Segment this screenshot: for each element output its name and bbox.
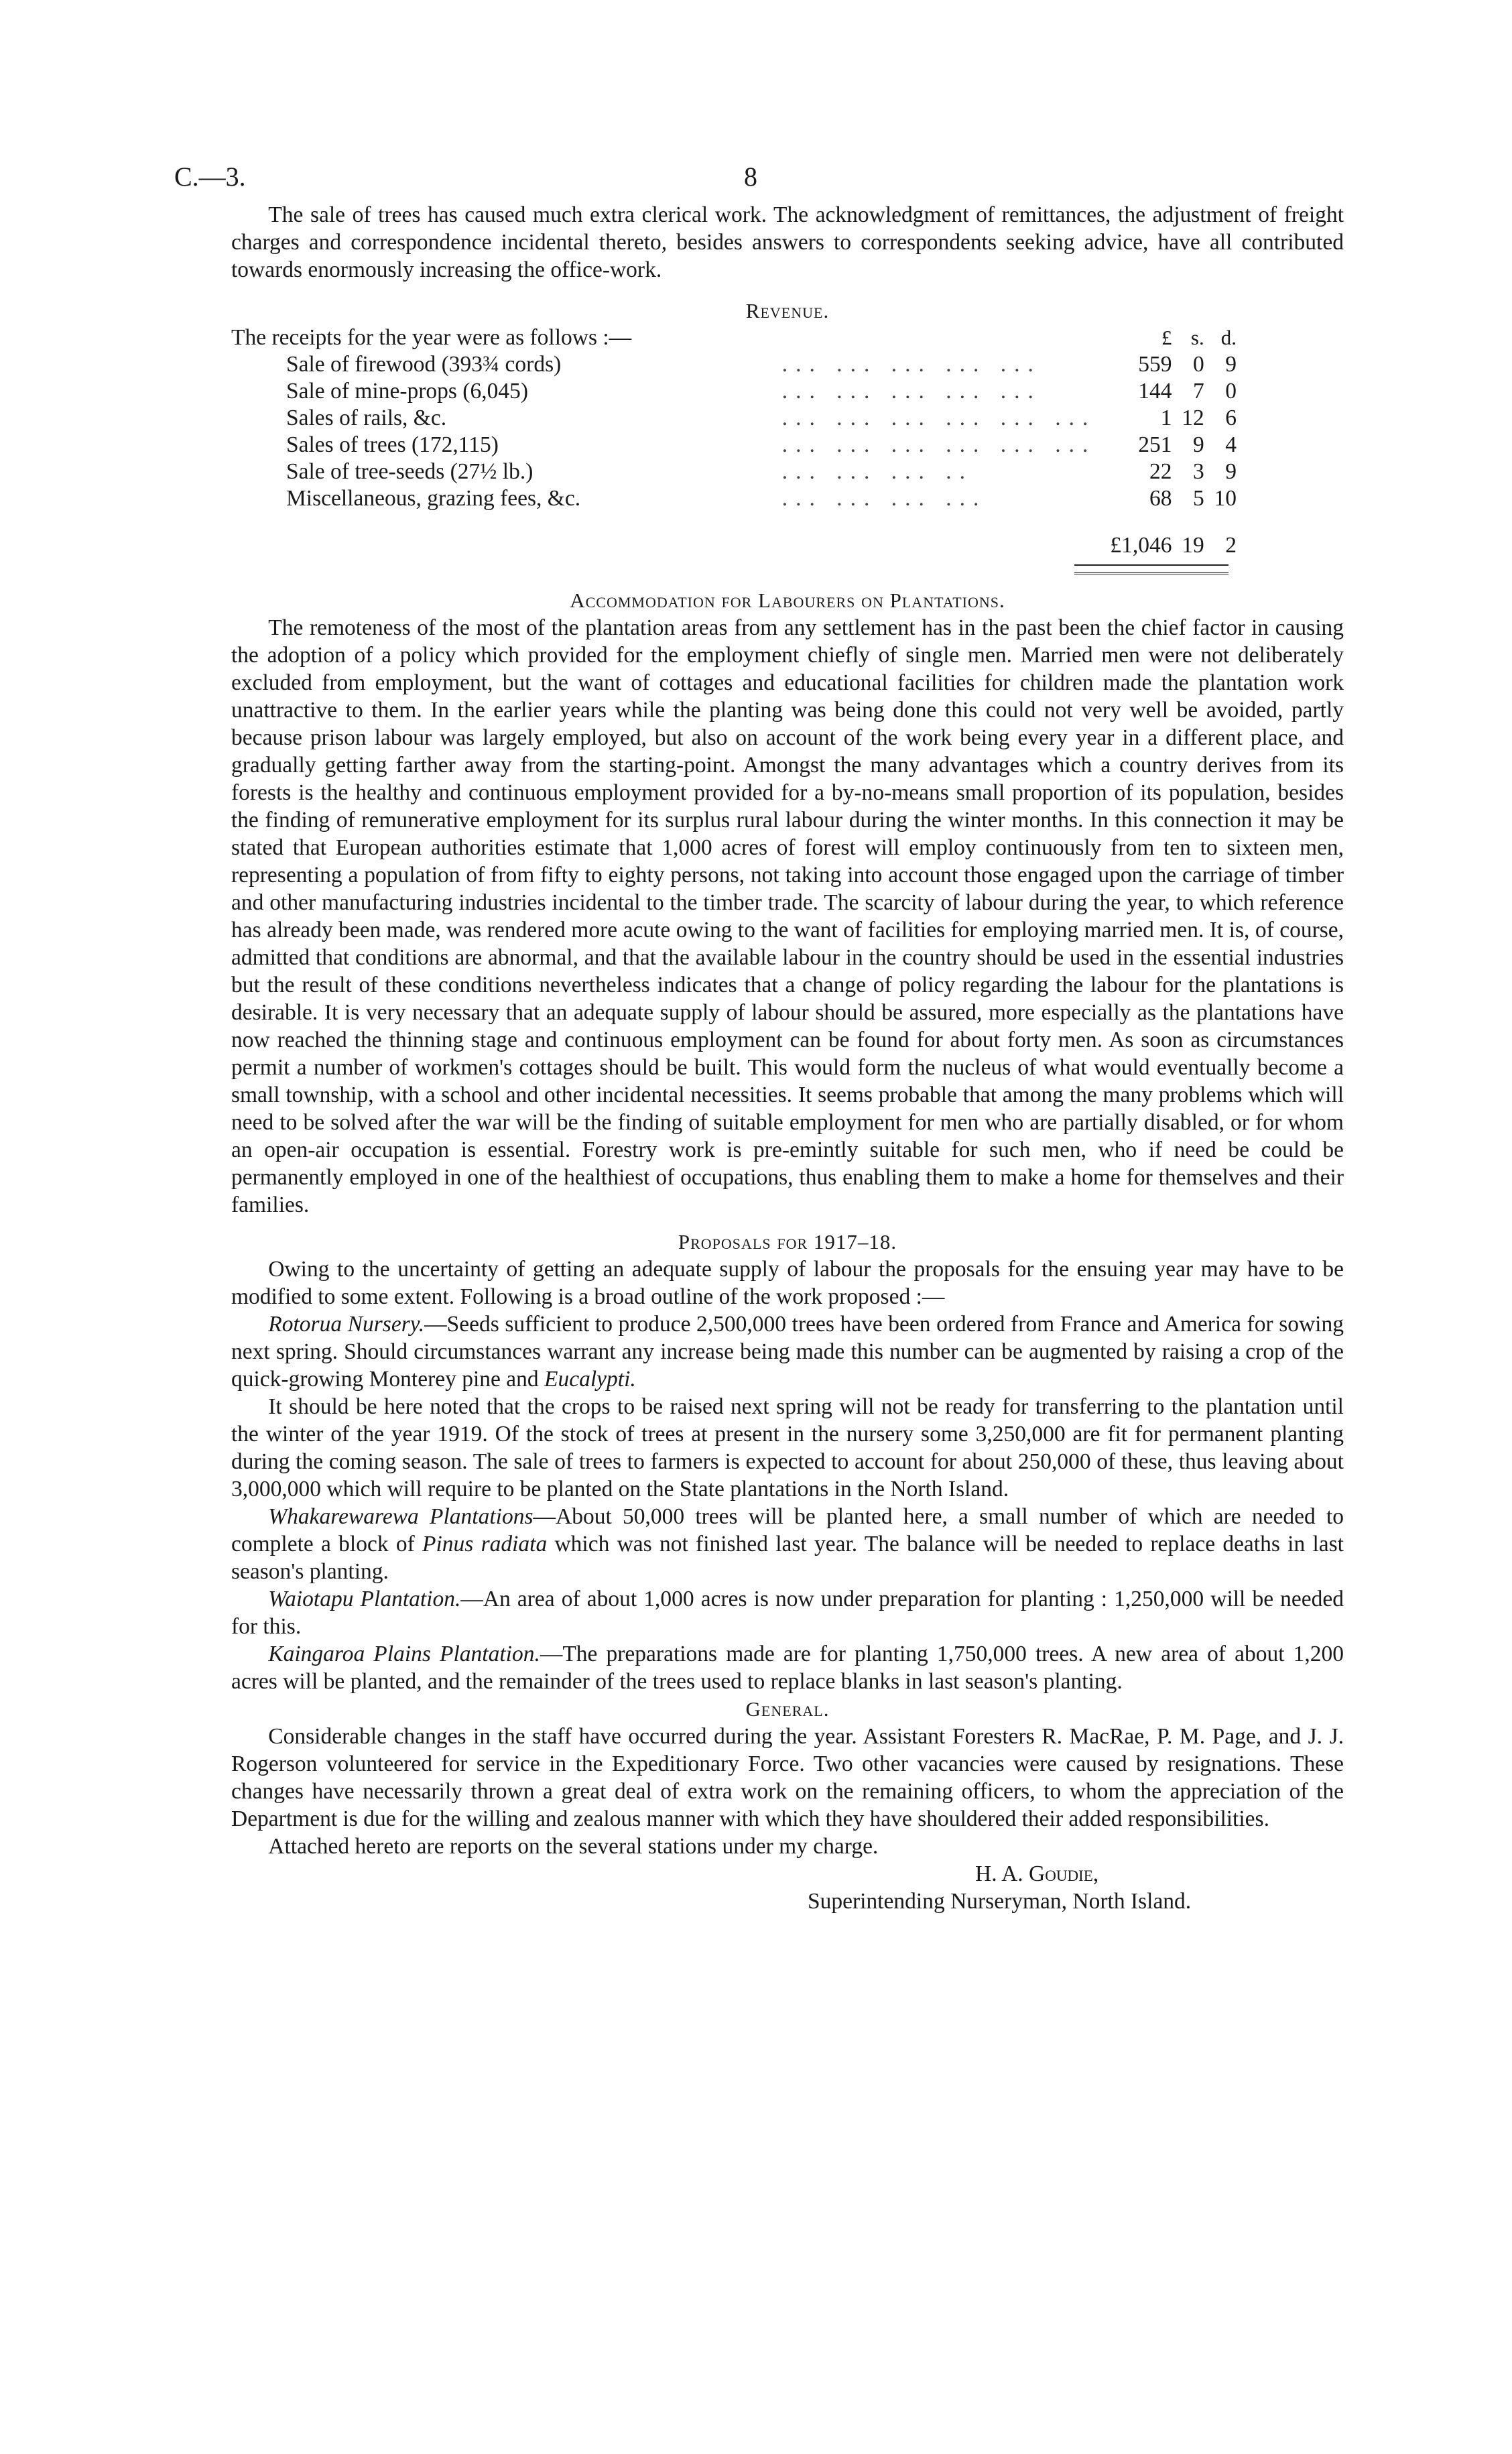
- revenue-table: [231, 324, 1237, 559]
- accommodation-heading: Accommodation for Labourers on Plantations.: [570, 589, 1005, 612]
- revenue-pounds: 559: [1138, 352, 1172, 377]
- revenue-pence: 10: [1214, 486, 1237, 511]
- waiotapu-text: —An area of about 1,000 acres is now under preparation for planting : 1,250,000 will be needed for this.: [231, 1587, 1344, 1639]
- revenue-total-row: [231, 512, 1237, 559]
- waiotapu-paragraph: [231, 1585, 1344, 1640]
- rotorua-title: Rotorua Nursery.: [268, 1312, 425, 1337]
- proposals-intro: Owing to the uncertainty of getting an adequate supply of labour the proposals for the ensuing year may have to be modified to some extent. Following is a broad outline of the work proposed :—: [231, 1257, 1344, 1309]
- leader-dots: ... ... ... ... ...: [781, 352, 1042, 377]
- revenue-pence: 6: [1225, 406, 1237, 430]
- revenue-pence: 9: [1225, 459, 1237, 484]
- intro-paragraph: The sale of trees has caused much extra clerical work. The acknowledgment of remittances, the adjustment of freight charges and correspondence incidental thereto, besides answers to correspondents seeking advice, have all contributed towards enormously increasing the office-work.: [231, 202, 1344, 282]
- revenue-pence: 9: [1225, 352, 1237, 377]
- revenue-total-pounds: £1,046: [1110, 533, 1172, 558]
- revenue-pounds: 22: [1149, 459, 1172, 484]
- unit-shillings: s.: [1190, 326, 1204, 349]
- revenue-row: [231, 405, 1237, 432]
- unit-pounds: £: [1161, 326, 1172, 349]
- revenue-item-label: Sale of mine-props (6,045): [286, 379, 528, 404]
- revenue-shillings: 9: [1193, 432, 1204, 457]
- revenue-item-label: Sales of rails, &c.: [286, 406, 447, 430]
- revenue-item-label: Sale of tree-seeds (27½ lb.): [286, 459, 533, 484]
- page-header: [174, 161, 1344, 201]
- kaingaroa-text: —The preparations made are for planting 1,750,000 trees. A new area of about 1,200 acres will be planted, and the remainder of the trees used to replace blanks in last season's planting.: [231, 1642, 1344, 1694]
- revenue-row: [231, 351, 1237, 378]
- leader-dots: ... ... ... ... ... ...: [781, 432, 1096, 457]
- whakarewarewa-text-2: which was not finished last year. The balance will be needed to replace deaths in last season's planting.: [231, 1532, 1344, 1584]
- pinus-radiata-term: Pinus radiata: [422, 1532, 548, 1556]
- leader-dots: ... ... ... ... ... ...: [781, 406, 1096, 430]
- revenue-heading: Revenue.: [745, 299, 830, 322]
- whakarewarewa-paragraph: [231, 1503, 1344, 1585]
- revenue-shillings: 7: [1193, 379, 1204, 404]
- revenue-shillings: 3: [1193, 459, 1204, 484]
- revenue-pounds: 251: [1138, 432, 1172, 457]
- unit-pence: d.: [1220, 326, 1237, 349]
- page-number: 8: [744, 162, 757, 192]
- revenue-item-label: Sales of trees (172,115): [286, 432, 499, 457]
- revenue-pounds: 144: [1138, 379, 1172, 404]
- signatory-name: H. A. Goudie,: [975, 1861, 1099, 1886]
- eucalypti-term: Eucalypti.: [544, 1367, 636, 1392]
- revenue-item-label: Sale of firewood (393¾ cords): [286, 352, 562, 377]
- signatory-title: Superintending Nurseryman, North Island.: [808, 1889, 1192, 1914]
- revenue-row: [231, 458, 1237, 485]
- rotorua-text: —Seeds sufficient to produce 2,500,000 trees have been ordered from France and America for sowing next spring. Should circumstances warrant any increase being made this number can be augmented by raising a crop of the quick-growing Monterey pine and: [231, 1312, 1344, 1392]
- nursery-stock-paragraph: It should be here noted that the crops to be raised next spring will not be ready for transferring to the plantation until the winter of the year 1919. Of the stock of trees at present in the nursery some 3,250,000 are fit for permanent planting during the coming season. The sale of trees to farmers is expected to account for about 250,000 of these, thus leaving about 3,000,000 which will require to be planted on the State plantations in the North Island.: [231, 1394, 1344, 1501]
- revenue-total-pence: 2: [1225, 533, 1237, 558]
- revenue-pence: 4: [1225, 432, 1237, 457]
- kaingaroa-paragraph: [231, 1640, 1344, 1695]
- revenue-lead: The receipts for the year were as follows :—: [231, 325, 632, 350]
- leader-dots: ... ... ... ...: [781, 486, 987, 511]
- attached-reports-line: Attached hereto are reports on the several stations under my charge.: [268, 1834, 879, 1859]
- waiotapu-title: Waiotapu Plantation.: [268, 1587, 461, 1611]
- signature-block: [808, 1860, 1344, 1915]
- document-page: [174, 161, 1344, 1915]
- general-paragraph: Considerable changes in the staff have occurred during the year. Assistant Foresters R. MacRae, P. M. Page, and J. J. Rogerson volunteered for service in the Expeditionary Force. Two other vacancies were caused by resignations. These changes have necessarily thrown a great deal of extra work on the remaining officers, to whom the appreciation of the Department is due for the willing and zealous manner with which they have shouldered their added responsibilities.: [231, 1724, 1344, 1831]
- revenue-shillings: 0: [1193, 352, 1204, 377]
- document-reference: C.—3.: [174, 162, 246, 192]
- revenue-pounds: 1: [1160, 406, 1172, 430]
- accommodation-paragraph: The remoteness of the most of the plantation areas from any settlement has in the past been the chief factor in causing the adoption of a policy which provided for the employment chiefly of single men. Married men were not deliberately excluded from employment, but the want of cottages and educational facilities for children made the plantation work unattractive to them. In the earlier years while the planting was being done this could not very well be avoided, partly because prison labour was largely employed, but also on account of the work being every year in a different place, and gradually getting farther away from the starting-point. Amongst the many advantages which a country derives from its forests is the healthy and continuous employment provided for a by-no-means small proportion of its population, besides the finding of remunerative employment for its surplus rural labour during the winter months. In this connection it may be stated that European authorities estimate that 1,000 acres of forest will employ continuously from ten to sixteen men, representing a population of from fifty to eighty persons, not taking into account those engaged upon the carriage of timber and other manufacturing industries incidental to the timber trade. The scarcity of labour during the year, to which reference has already been made, was rendered more acute owing to the want of facilities for employing married men. It is, of course, admitted that conditions are abnormal, and that the available labour in the country should be used in the essential industries but the result of these conditions nevertheless indicates that a change of policy regarding the labour for the plantations is desirable. It is very necessary that an adequate supply of labour should be assured, more especially as the plantations have now reached the thinning stage and continuous employment can be found for about forty men. As soon as circumstances permit a number of workmen's cottages should be built. This would form the nucleus of what would eventually become a small township, with a school and other incidental necessities. It seems probable that among the many problems which will need to be solved after the war will be the finding of suitable employment for men who are partially disabled, or for whom an open-air occupation is essential. Forestry work is pre-emintly suitable for such men, who if need be could be permanently employed in one of the healthiest of occupations, thus enabling them to make a home for themselves and their families.: [231, 615, 1344, 1217]
- revenue-shillings: 5: [1193, 486, 1204, 511]
- revenue-row: [231, 378, 1237, 405]
- revenue-shillings: 12: [1182, 406, 1204, 430]
- whakarewarewa-title: Whakarewarewa Plantations: [268, 1504, 533, 1529]
- revenue-row: [231, 485, 1237, 512]
- rotorua-paragraph: [231, 1310, 1344, 1393]
- whakarewarewa-text-1: —About 50,000 trees will be planted here, a small number of which are needed to complete a block of: [231, 1504, 1344, 1556]
- revenue-lead-row: [231, 324, 1237, 351]
- revenue-item-label: Miscellaneous, grazing fees, &c.: [286, 486, 581, 511]
- leader-dots: ... ... ... ..: [781, 459, 973, 484]
- revenue-total-shillings: 19: [1182, 533, 1204, 558]
- proposals-heading: Proposals for 1917–18.: [678, 1230, 897, 1253]
- revenue-pence: 0: [1225, 379, 1237, 404]
- leader-dots: ... ... ... ... ...: [781, 379, 1042, 404]
- revenue-pounds: 68: [1149, 486, 1172, 511]
- kaingaroa-title: Kaingaroa Plains Plantation.: [268, 1642, 540, 1666]
- general-heading: General.: [745, 1697, 830, 1721]
- revenue-row: [231, 432, 1237, 458]
- total-double-rule: [1074, 564, 1228, 574]
